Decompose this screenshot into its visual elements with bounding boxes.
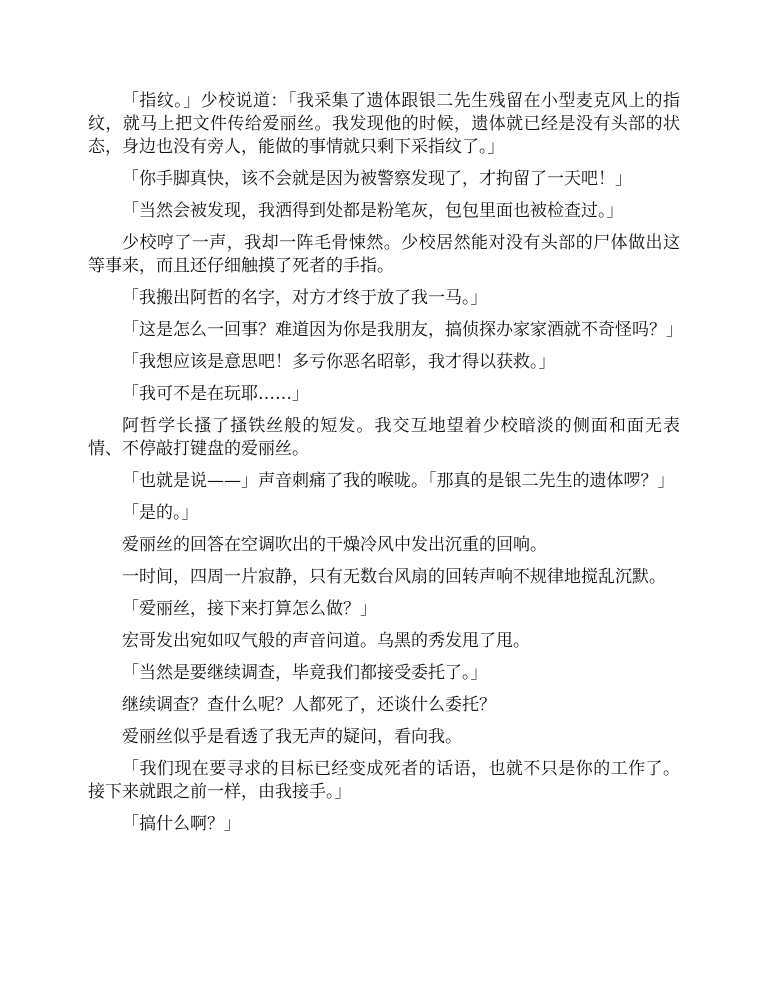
paragraph: 「这是怎么一回事？难道因为你是我朋友，搞侦探办家家酒就不奇怪吗？」 [122,320,683,340]
paragraph: 「当然会被发现，我洒得到处都是粉笔灰，包包里面也被检查过。」 [122,201,624,221]
body-text [88,90,683,845]
paragraph: 爱丽丝的回答在空调吹出的干燥冷风中发出沉重的回响。 [122,535,547,555]
paragraph: 「我搬出阿哲的名字，对方才终于放了我一马。」 [122,288,488,308]
paragraph: 「当然是要继续调查，毕竟我们都接受委托了。」 [122,663,488,683]
paragraph: 「我可不是在玩耶……」 [122,384,309,404]
paragraph: 继续调查？查什么呢？人都死了，还谈什么委托？ [122,695,496,715]
paragraph: 「是的。」 [122,503,199,523]
paragraph: 宏哥发出宛如叹气般的声音问道。乌黑的秀发甩了甩。 [122,631,530,651]
paragraph: 「也就是说——」声音刺痛了我的喉咙。「那真的是银二先生的遗体啰？」 [122,471,675,491]
paragraph: 爱丽丝似乎是看透了我无声的疑问，看向我。 [122,727,462,747]
paragraph: 「爱丽丝，接下来打算怎么做？」 [122,599,377,619]
paragraph: 「搞什么啊？」 [122,814,241,834]
paragraph: 「你手脚真快，该不会就是因为被警察发现了，才拘留了一天吧！」 [122,169,632,189]
paragraph: 「我想应该是意思吧！多亏你恶名昭彰，我才得以获救。」 [122,352,556,372]
paragraph: 少校哼了一声，我却一阵毛骨悚然。少校居然能对没有头部的尸体做出这等事来，而且还仔细触摸了死者的手指。 [88,233,680,276]
paragraph: 阿哲学长搔了搔铁丝般的短发。我交互地望着少校暗淡的侧面和面无表情、不停敲打键盘的爱丽丝。 [88,416,680,459]
paragraph: 「指纹。」少校说道：「我采集了遗体跟银二先生残留在小型麦克风上的指纹，就马上把文件传给爱丽丝。我发现他的时候，遗体就已经是没有头部的状态，身边也没有旁人，能做的事情就只剩下采指纹了。」 [88,91,680,157]
paragraph: 「我们现在要寻求的目标已经变成死者的话语，也就不只是你的工作了。接下来就跟之前一样，由我接手。」 [88,759,680,802]
paragraph: 一时间，四周一片寂静，只有无数台风扇的回转声响不规律地搅乱沉默。 [122,567,666,587]
